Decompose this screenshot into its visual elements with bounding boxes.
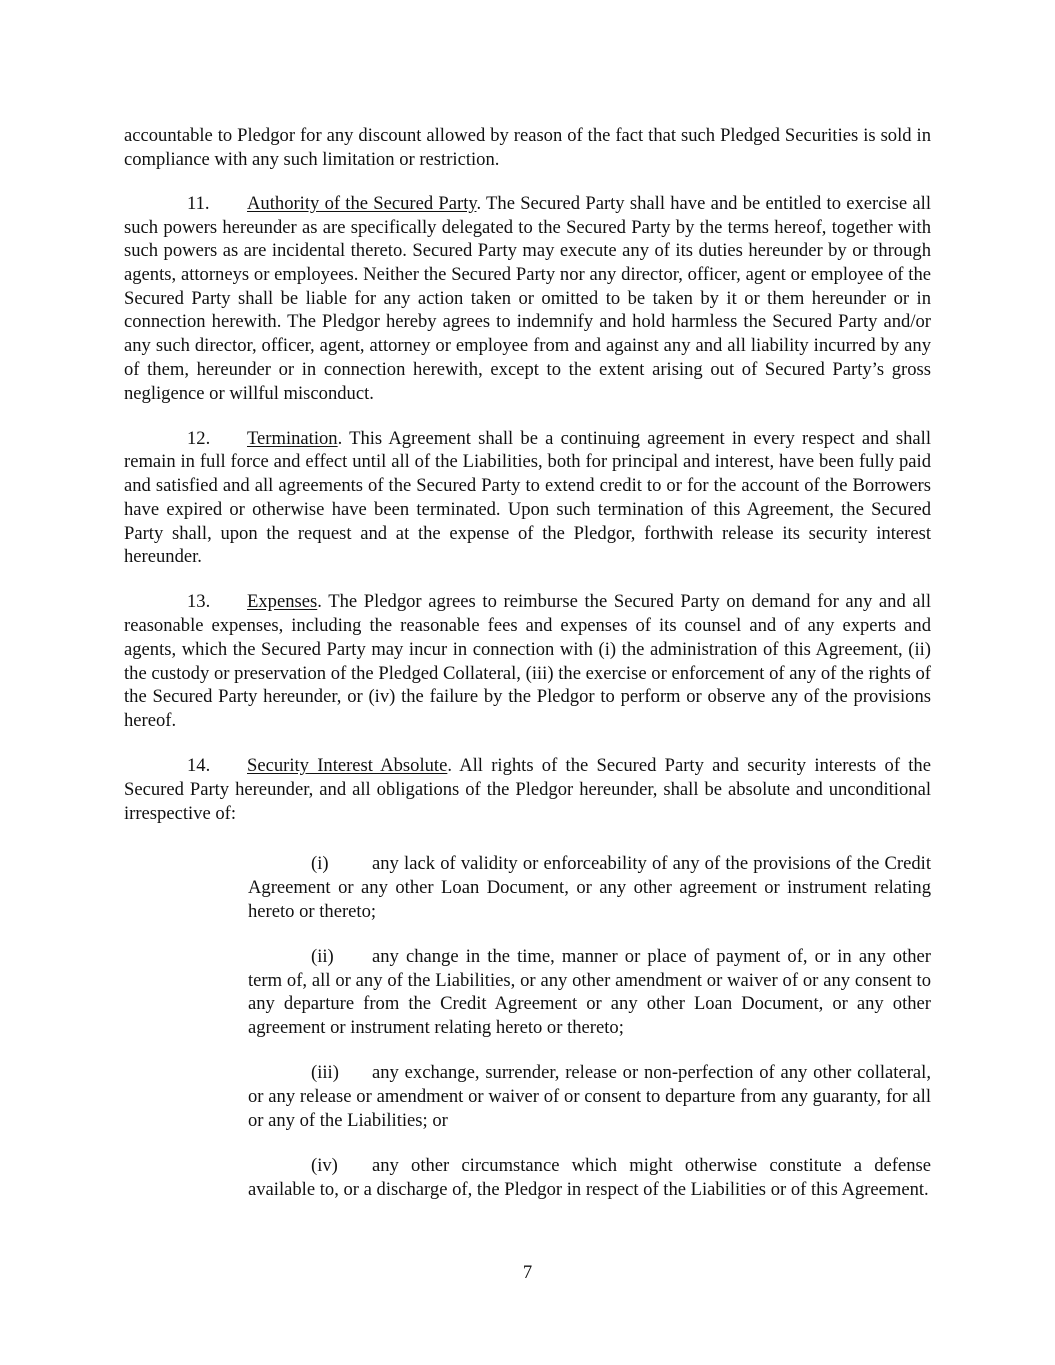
section-heading-punct: . [476, 192, 482, 214]
page-number: 7 [522, 1262, 533, 1283]
section-12 [124, 427, 931, 569]
section-14 [124, 754, 931, 825]
clause-text: any lack of validity or enforceability of any of the provisions of the Credit Agreement or any other Loan Document, or any other agreement or instrument relating hereto or thereto; [248, 853, 931, 922]
section-heading-punct: . [337, 427, 343, 449]
section-body: The Pledgor agrees to reimburse the Secured Party on demand for any and all reasonable expenses, including the reasonable fees and expenses of its counsel and of any experts and agents, which the Secured Party may incur in connection with (i) the administration of this Agreement, (ii) the custody or preservation of the Pledged Collateral, (iii) the exercise or enforcement of any of the rights of the Secured Party hereunder, or (iv) the failure by the Pledgor to perform or observe any of the provisions hereof. [124, 591, 931, 731]
clause-ii [248, 945, 931, 1040]
continuation-text: accountable to Pledgor for any discount allowed by reason of the fact that such Pledged Securities is sold in compliance with any such limitation or restriction. [124, 125, 931, 170]
section-heading: Security Interest Absolute [247, 755, 448, 777]
section-number: 14. [187, 755, 211, 777]
section-heading: Termination [247, 427, 338, 449]
section-13 [124, 590, 931, 732]
section-number: 11. [187, 192, 210, 214]
continuation-paragraph [124, 124, 931, 171]
clause-iii [248, 1061, 931, 1132]
clause-number: (ii) [311, 945, 334, 967]
section-body: The Secured Party shall have and be entitled to exercise all such powers hereunder as are specifically delegated to the Secured Party by the terms hereof, together with such powers as are incidental thereto. Secured Party may execute any of its duties hereunder by or through agents, attorneys or employees. Neither the Secured Party nor any director, officer, agent or employee of the Secured Party shall be liable for any action taken or omitted to be taken by it or them hereunder or in connection herewith. The Pledgor hereby agrees to indemnify and hold harmless the Secured Party and/or any such director, officer, agent, attorney or employee from and against any and all liability incurred by any of them, hereunder or in connection herewith, except to the extent arising out of Secured Party’s gross negligence or willful misconduct. [124, 192, 931, 404]
section-number: 12. [187, 427, 211, 449]
section-body: All rights of the Secured Party and security interests of the Secured Party hereunder, and all obligations of the Pledgor hereunder, shall be absolute and unconditional irrespective of: [124, 755, 931, 824]
section-heading-punct: . [447, 755, 452, 777]
section-heading: Expenses [247, 591, 318, 613]
clause-i [248, 852, 931, 923]
section-number: 13. [187, 591, 211, 613]
section-11 [124, 192, 931, 405]
clause-text: any other circumstance which might otherwise constitute a defense available to, or a discharge of, the Pledgor in respect of the Liabilities or of this Agreement. [248, 1154, 931, 1200]
section-heading-punct: . [317, 591, 322, 613]
clause-number: (i) [311, 853, 329, 875]
clause-number: (iv) [311, 1154, 338, 1176]
section-body: This Agreement shall be a continuing agreement in every respect and shall remain in full force and effect until all of the Liabilities, both for principal and interest, have been fully paid and satisfied and all agreements of the Secured Party to extend credit to or for the account of the Borrowers have expired or otherwise have been terminated. Upon such termination of this Agreement, the Secured Party shall, upon the request and at the expense of the Pledgor, forthwith release its security interest hereunder. [124, 427, 931, 568]
document-page [124, 124, 931, 1223]
clause-iv [248, 1154, 931, 1201]
clause-text: any exchange, surrender, release or non-perfection of any other collateral, or any release or amendment or waiver of or consent to departure from any guaranty, for all or any of the Liabilities; or [248, 1062, 931, 1131]
clause-text: any change in the time, manner or place of payment of, or in any other term of, all or any of the Liabilities, or any other amendment or waiver of or any consent to any departure from the Credit Agreement or any other Loan Document, or any other agreement or instrument relating hereto or thereto; [248, 945, 931, 1038]
section-heading: Authority of the Secured Party [247, 192, 477, 214]
clause-number: (iii) [311, 1062, 339, 1084]
